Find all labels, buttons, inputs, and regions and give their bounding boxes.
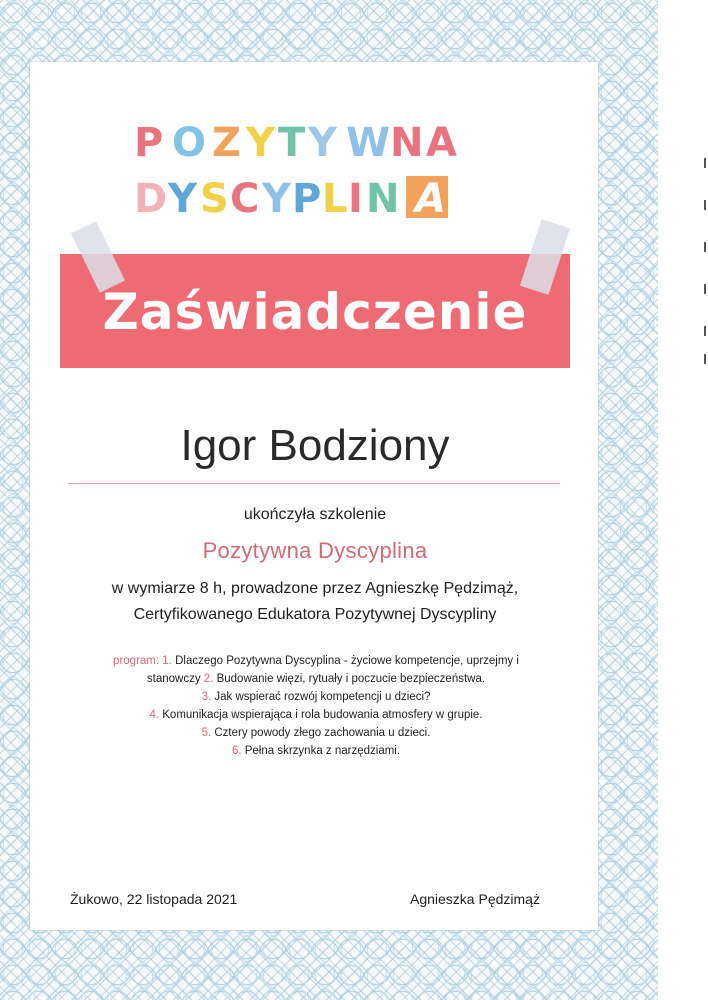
- logo-letter: L: [322, 176, 348, 222]
- program-item-text: Komunikacja wspierająca i rola budowania atmosfery w grupie.: [162, 709, 483, 721]
- description-line: Certyfikowanego Edukatora Pozytywnej Dyscypliny: [133, 606, 497, 623]
- signature-name: Agnieszka Pędzimąż: [410, 891, 540, 907]
- program-item-number: 5.: [201, 727, 212, 739]
- logo-letter: P: [134, 120, 164, 166]
- program-label: program:: [113, 655, 160, 667]
- logo-letter: T: [278, 120, 306, 166]
- logo-letter: I: [348, 176, 363, 222]
- logo-letter: O: [172, 120, 207, 166]
- scan-edge-marks: [702, 150, 708, 370]
- place-and-date: Żukowo, 22 listopada 2021: [70, 891, 238, 907]
- course-name: Pozytywna Dyscyplina: [202, 538, 428, 563]
- description-line: w wymiarze 8 h, prowadzone przez Agnieszkę Pędzimąż,: [111, 580, 519, 597]
- certificate-title: Zaświadczenie: [102, 283, 528, 341]
- logo-letter: Z: [212, 120, 242, 166]
- logo-letter: Y: [168, 176, 197, 222]
- program-item-text: Dlaczego Pozytywna Dyscyplina - życiowe kompetencje, uprzejmy i stanowczy: [146, 655, 519, 685]
- program-list: [96, 652, 536, 760]
- logo-letter: N: [366, 176, 400, 222]
- program-item-number: 2.: [203, 673, 214, 685]
- logo-letter: Y: [262, 176, 291, 222]
- completion-text: ukończyła szkolenie: [243, 506, 387, 523]
- logo-letter: P: [292, 176, 322, 222]
- program-item-number: 4.: [149, 709, 160, 721]
- name-divider: [68, 483, 560, 484]
- logo-letter: Y: [308, 120, 337, 166]
- logo-letter: A: [415, 176, 446, 222]
- program-item-text: Cztery powody złego zachowania u dzieci.: [214, 727, 431, 739]
- course-description: [60, 576, 570, 628]
- program-item-text: Jak wspierać rozwój kompetencji u dzieci?: [214, 691, 431, 703]
- program-item-number: 1.: [162, 655, 172, 667]
- logo-letter: S: [200, 176, 229, 222]
- program-item-number: 3.: [201, 691, 212, 703]
- program-item-number: 6.: [231, 745, 242, 757]
- logo-letter: C: [230, 176, 260, 222]
- logo-letter: Y: [246, 120, 275, 166]
- course-logo-title: [124, 112, 484, 222]
- program-item-text: Budowanie więzi, rytuały i poczucie bezpieczeństwa.: [216, 673, 486, 685]
- logo-letter: A: [426, 120, 457, 166]
- logo-letter: W: [346, 120, 391, 166]
- logo-letter: D: [134, 176, 168, 222]
- recipient-name: Igor Bodziony: [180, 421, 450, 470]
- logo-letter: N: [390, 120, 424, 166]
- program-item-text: Pełna skrzynka z narzędziami.: [244, 745, 401, 757]
